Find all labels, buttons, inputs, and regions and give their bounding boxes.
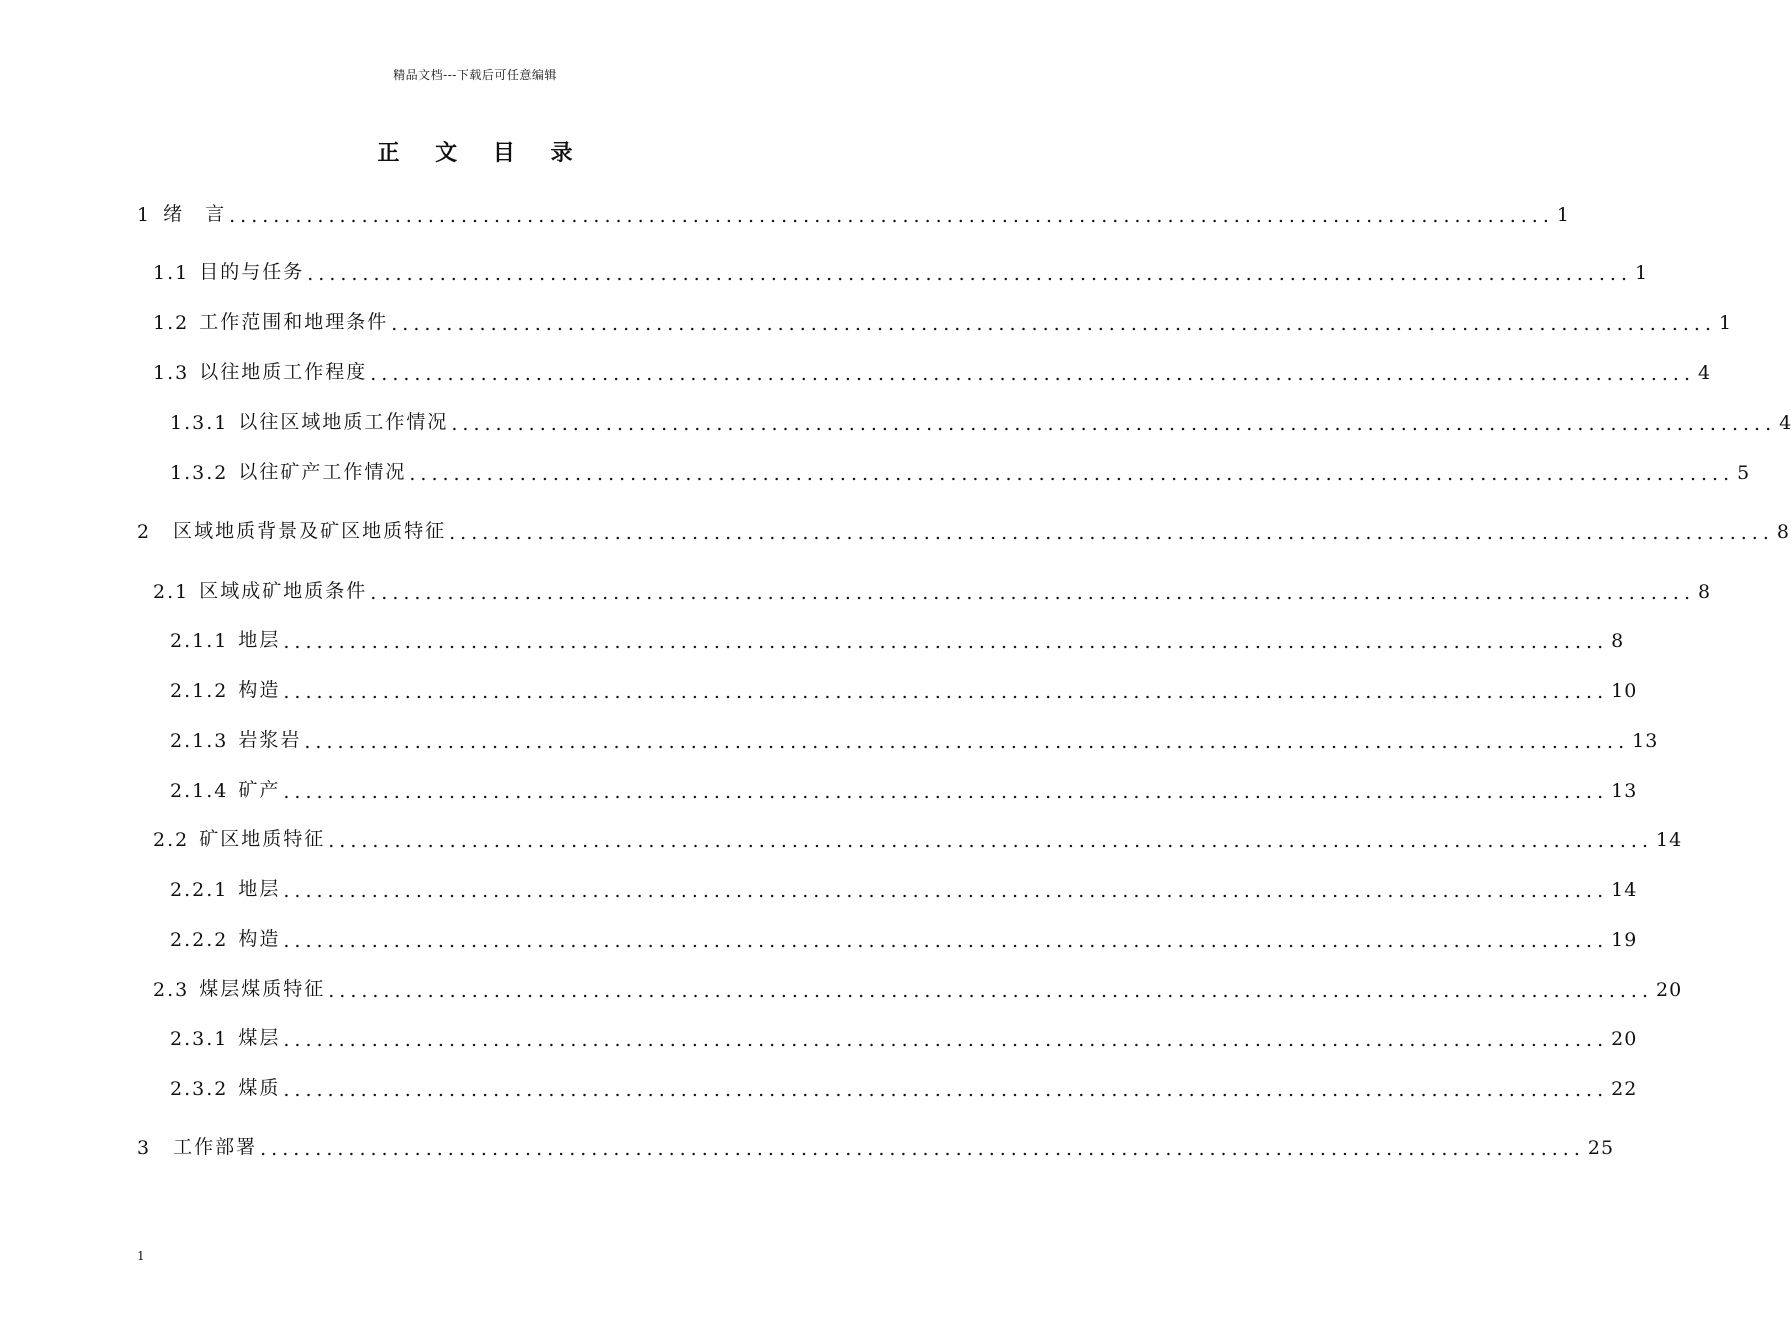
- toc-leader-dots: ........................................................................................................................: [409, 463, 1735, 485]
- toc-entry-number: 2: [137, 521, 152, 543]
- header-note: 精品文档---下载后可任意编辑: [393, 68, 557, 82]
- toc-entry-number: 2.2.1: [170, 879, 229, 901]
- toc-leader-dots: ........................................................................................................................: [283, 681, 1609, 703]
- toc-leader-dots: ........................................................................................................................: [451, 413, 1777, 435]
- toc-entry-label: 以往地质工作程度: [199, 361, 368, 383]
- toc-entry-1-3-2[interactable]: [170, 454, 1751, 485]
- toc-entry-label: 目的与任务: [199, 261, 305, 283]
- toc-entry-page: 8: [1776, 521, 1790, 543]
- toc-leader-dots: ........................................................................................................................: [370, 363, 1695, 385]
- toc-entry-2-3-1[interactable]: [170, 1020, 1638, 1051]
- toc-entry-number: 2.2: [153, 829, 190, 851]
- toc-entry-1-1[interactable]: [153, 254, 1649, 285]
- toc-entry-number: 1.1: [153, 262, 190, 284]
- toc-entry-number: 1.3.2: [170, 462, 229, 484]
- toc-leader-dots: ........................................................................................................................: [283, 1029, 1609, 1051]
- toc-entry-page: 1: [1556, 204, 1570, 226]
- toc-leader-dots: ........................................................................................................................: [283, 930, 1609, 952]
- toc-entry-number: 1: [137, 204, 152, 226]
- toc-entry-page: 4: [1779, 412, 1792, 434]
- toc-leader-dots: ........................................................................................................................: [260, 1138, 1585, 1160]
- toc-entry-number: 2.1.4: [170, 780, 229, 802]
- toc-entry-2-3-2[interactable]: [170, 1070, 1638, 1101]
- toc-entry-page: 1: [1634, 262, 1649, 284]
- toc-leader-dots: ........................................................................................................................: [229, 205, 1554, 227]
- toc-entry-2-2-1[interactable]: [170, 871, 1638, 902]
- toc-entry-page: 8: [1611, 630, 1625, 652]
- toc-entry-2-2-2[interactable]: [170, 921, 1638, 952]
- toc-leader-dots: ........................................................................................................................: [304, 731, 1630, 753]
- toc-entry-number: 2.1.2: [170, 680, 229, 702]
- toc-entry-number: 2.2.2: [170, 929, 229, 951]
- toc-entry-2-2[interactable]: [153, 821, 1683, 852]
- toc-entry-label: 岩浆岩: [238, 729, 302, 751]
- toc-entry-2-1-2[interactable]: [170, 672, 1638, 703]
- toc-entry-2[interactable]: [137, 513, 1790, 544]
- toc-entry-label: 工作部署: [173, 1136, 258, 1158]
- toc-entry-page: 13: [1632, 730, 1659, 752]
- toc-entry-1-3[interactable]: [153, 354, 1712, 385]
- toc-entry-page: 4: [1697, 362, 1712, 384]
- toc-entry-number: 2.3.1: [170, 1028, 229, 1050]
- toc-leader-dots: ........................................................................................................................: [307, 263, 1632, 285]
- toc-entry-page: 10: [1611, 680, 1638, 702]
- page-number: 1: [137, 1249, 145, 1263]
- toc-entry-1[interactable]: [137, 196, 1570, 227]
- toc-entry-number: 2.1.1: [170, 630, 229, 652]
- toc-entry-number: 1.2: [153, 312, 190, 334]
- toc-entry-label: 工作范围和地理条件: [199, 311, 389, 333]
- toc-entry-1-3-1[interactable]: [170, 404, 1792, 435]
- toc-leader-dots: ........................................................................................................................: [370, 582, 1695, 604]
- toc-entry-2-1[interactable]: [153, 573, 1712, 604]
- toc-entry-page: 22: [1611, 1078, 1638, 1100]
- toc-entry-2-1-4[interactable]: [170, 772, 1638, 803]
- toc-entry-label: 煤层: [238, 1027, 281, 1049]
- toc-entry-label: 矿区地质特征: [199, 828, 326, 850]
- toc-leader-dots: ........................................................................................................................: [391, 313, 1716, 335]
- toc-leader-dots: ........................................................................................................................: [328, 830, 1653, 852]
- toc-entry-page: 8: [1697, 581, 1712, 603]
- toc-leader-dots: ........................................................................................................................: [328, 980, 1653, 1002]
- toc-entry-label: 矿产: [238, 779, 281, 801]
- toc-entry-page: 1: [1718, 312, 1733, 334]
- toc-entry-number: 2.1.3: [170, 730, 229, 752]
- toc-entry-number: 2.1: [153, 581, 190, 603]
- toc-title: 正 文 目 录: [377, 140, 587, 166]
- toc-entry-3[interactable]: [137, 1129, 1615, 1160]
- toc-entry-page: 13: [1611, 780, 1638, 802]
- toc-entry-page: 19: [1611, 929, 1638, 951]
- toc-entry-label: 煤层煤质特征: [199, 978, 326, 1000]
- toc-entry-2-1-3[interactable]: [170, 722, 1659, 753]
- toc-entry-page: 25: [1587, 1137, 1615, 1159]
- toc-entry-label: 构造: [238, 928, 281, 950]
- toc-entry-page: 20: [1611, 1028, 1638, 1050]
- toc-entry-2-3[interactable]: [153, 971, 1683, 1002]
- toc-entry-number: 3: [137, 1137, 152, 1159]
- toc-entry-label: 以往区域地质工作情况: [238, 411, 449, 433]
- toc-entry-1-2[interactable]: [153, 304, 1733, 335]
- toc-entry-number: 1.3.1: [170, 412, 229, 434]
- toc-leader-dots: ........................................................................................................................: [449, 522, 1774, 544]
- toc-entry-page: 20: [1655, 979, 1683, 1001]
- toc-entry-label: 以往矿产工作情况: [238, 461, 407, 483]
- toc-entry-label: 构造: [238, 679, 281, 701]
- toc-entry-number: 2.3.2: [170, 1078, 229, 1100]
- toc-leader-dots: ........................................................................................................................: [283, 631, 1609, 653]
- toc-entry-label: 绪 言: [163, 203, 227, 225]
- toc-leader-dots: ........................................................................................................................: [283, 781, 1609, 803]
- toc-entry-label: 煤质: [238, 1077, 281, 1099]
- toc-entry-label: 区域成矿地质条件: [199, 580, 368, 602]
- toc-entry-label: 地层: [238, 878, 281, 900]
- toc-entry-2-1-1[interactable]: [170, 622, 1625, 653]
- toc-leader-dots: ........................................................................................................................: [283, 880, 1609, 902]
- toc-entry-page: 14: [1655, 829, 1683, 851]
- toc-entry-number: 1.3: [153, 362, 190, 384]
- toc-leader-dots: ........................................................................................................................: [283, 1079, 1609, 1101]
- toc-entry-number: 2.3: [153, 979, 190, 1001]
- toc-entry-page: 14: [1611, 879, 1638, 901]
- toc-entry-page: 5: [1737, 462, 1751, 484]
- toc-entry-label: 地层: [238, 629, 281, 651]
- toc-entry-label: 区域地质背景及矿区地质特征: [173, 520, 447, 542]
